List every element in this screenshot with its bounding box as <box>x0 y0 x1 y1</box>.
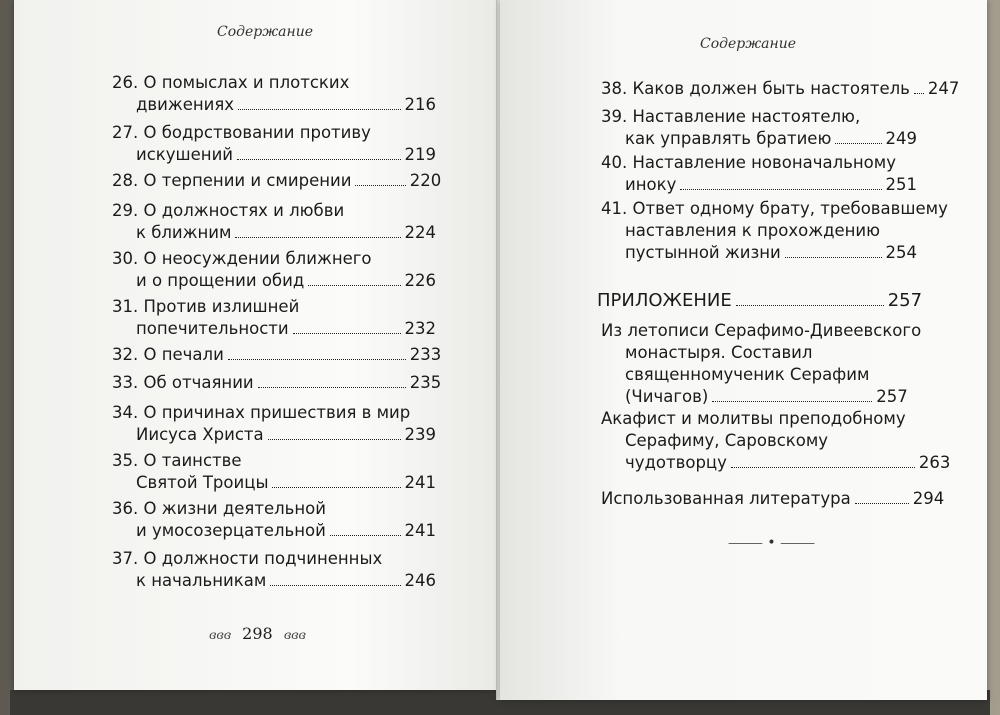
folio-number: 298 <box>242 624 273 643</box>
toc-entry: 37. О должности подчиненных к начальникам 246 <box>112 549 436 590</box>
end-ornament: ⸻ • ⸻ <box>728 535 816 551</box>
toc-entry: 39. Наставление настоятелю, как управлять братиею 249 <box>601 107 917 148</box>
right-page <box>500 0 987 700</box>
toc-entry: 28. О терпении и смирении 220 <box>112 171 442 190</box>
toc-entry: 29. О должностях и любви к ближним 224 <box>112 201 436 242</box>
appendix-title: ПРИЛОЖЕНИЕ <box>597 290 732 311</box>
toc-entry: 40. Наставление новоначальному иноку 251 <box>601 153 917 194</box>
right-page-header: Содержание <box>700 36 797 52</box>
toc-entry: 41. Ответ одному брату, требовавшему наставления к прохождению пустынной жизни 254 <box>601 199 948 262</box>
toc-entry: 34. О причинах пришествия в мир Иисуса Христа 239 <box>112 403 436 444</box>
literature-entry: Использованная литература 294 <box>601 489 945 508</box>
toc-entry: 38. Каков должен быть настоятель 247 <box>601 79 960 98</box>
appendix-heading <box>597 290 923 312</box>
toc-entry: 30. О неосуждении ближнего и о прощении обид 226 <box>112 249 436 290</box>
left-page-folio <box>209 624 306 643</box>
toc-entry: 32. О печали 233 <box>112 345 442 364</box>
toc-entry: 36. О жизни деятельной и умосозерцательной 241 <box>112 499 436 540</box>
left-page-header: Содержание <box>217 24 314 40</box>
appendix-item-akathist: Акафист и молитвы преподобному Серафиму, Саровскому чудотворцу 263 <box>601 409 951 472</box>
left-page <box>14 0 498 690</box>
toc-entry: 31. Против излишней попечительности 232 <box>112 297 436 338</box>
appendix-page: 257 <box>887 290 923 311</box>
toc-entry: 35. О таинстве Святой Троицы 241 <box>112 451 436 492</box>
toc-entry: 26. О помыслах и плотских движениях 216 <box>112 73 436 114</box>
toc-entry: 27. О бодрствовании противу искушений 219 <box>112 123 436 164</box>
toc-entry: 33. Об отчаянии 235 <box>112 373 442 392</box>
folio-ornament-left: ɞɞɞ <box>209 628 232 642</box>
appendix-item-chronicle: Из летописи Серафимо-Дивеевского монастыря. Составил священномученик Серафим (Чичагов) 257 <box>601 321 922 406</box>
folio-ornament-right: ɞɞɞ <box>283 628 306 642</box>
